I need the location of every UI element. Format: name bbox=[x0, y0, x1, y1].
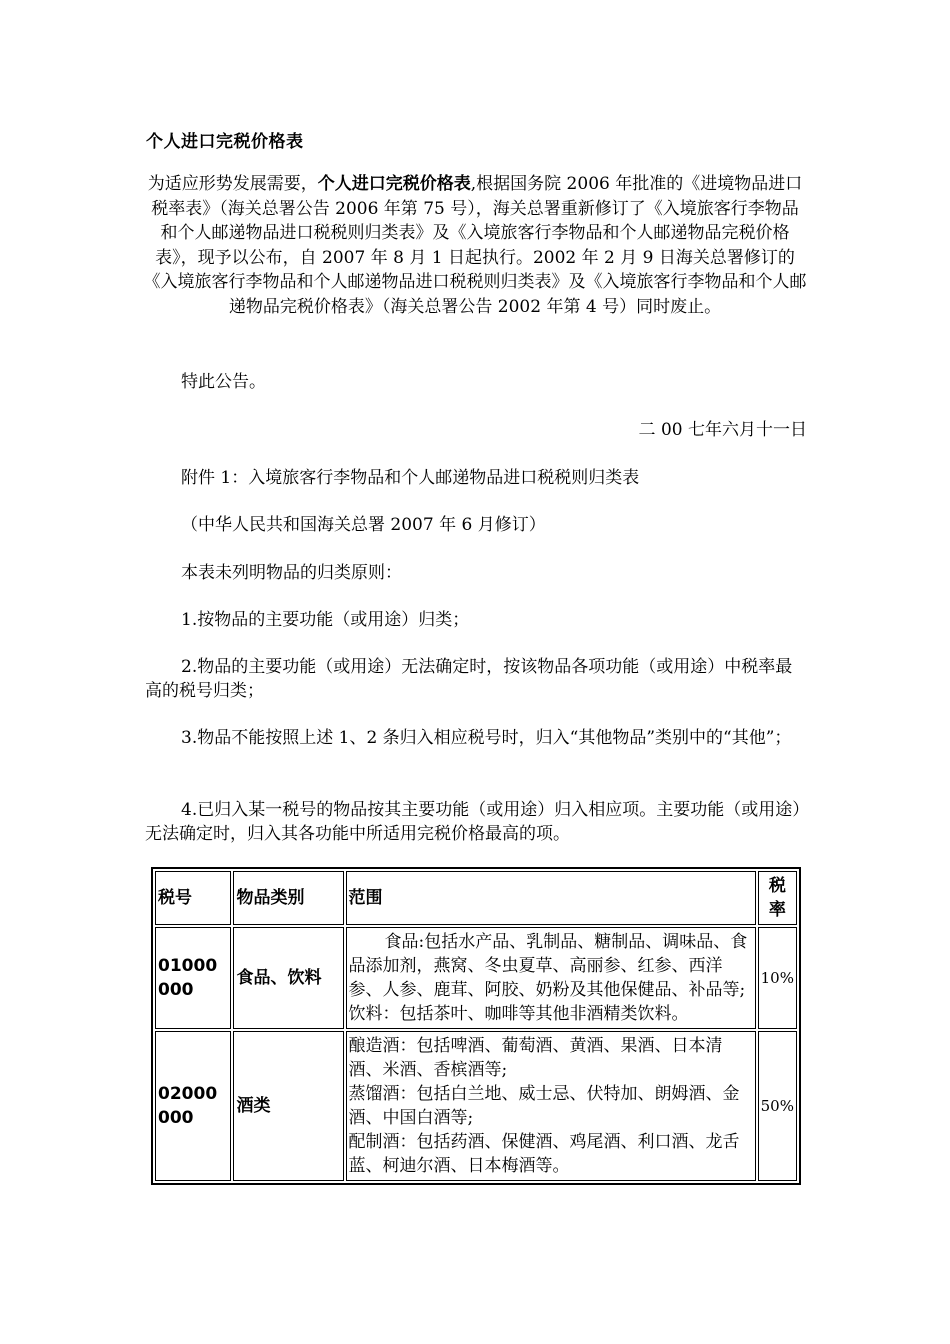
header-rate: 税率 bbox=[758, 871, 797, 925]
principle-item: 4.已归入某一税号的物品按其主要功能（或用途）归入相应项。主要功能（或用途）无法确定时，归入其各功能中所适用完税价格最高的项。 bbox=[145, 800, 801, 844]
row-rate: 50% bbox=[758, 1031, 797, 1181]
header-code: 税号 bbox=[155, 871, 231, 925]
intro-prefix: 为适应形势发展需要， bbox=[147, 174, 318, 194]
row-code: 01000000 bbox=[155, 927, 231, 1029]
table-row bbox=[155, 1031, 797, 1181]
scope-line: 饮料：包括茶叶、咖啡等其他非酒精类饮料。 bbox=[348, 1004, 689, 1024]
intro-rest: ,根据国务院 2006 年批准的《进境物品进口税率表》（海关总署公告 2006 年第 75 号），海关总署重新修订了《入境旅客行李物品和个人邮递物品进口税税则归类表》及《入境旅客行李物品和个人邮递物品完税价格表》，现予以公布，自 2007 年 8 月 1 日起执行。2002 年 2 月 9 日海关总署修订的《入境旅客行李物品和个人邮递物品进口税税则归类表》及《入境旅客行李物品和个人邮递物品完税价格表》（海关总署公告 2002 年第 4 号）同时废止。 bbox=[143, 174, 807, 317]
row-rate: 10% bbox=[758, 927, 797, 1029]
scope-line: 蒸馏酒：包括白兰地、威士忌、伏特加、朗姆酒、金酒、中国白酒等; bbox=[348, 1084, 740, 1128]
scope-line: 食品:包括水产品、乳制品、糖制品、调味品、食品添加剂，燕窝、冬虫夏草、高丽参、红参、西洋参、人参、鹿茸、阿胶、奶粉及其他保健品、补品等; bbox=[348, 932, 748, 1000]
table-header-row bbox=[155, 871, 797, 925]
tax-classification-table bbox=[151, 867, 801, 1185]
scope-line: 配制酒：包括药酒、保健酒、鸡尾酒、利口酒、龙舌蓝、柯迪尔酒、日本梅酒等。 bbox=[348, 1132, 740, 1176]
intro-paragraph bbox=[143, 172, 807, 319]
intro-bold-term: 个人进口完税价格表 bbox=[317, 174, 471, 194]
row-category: 食品、饮料 bbox=[233, 927, 343, 1029]
revision-note: （中华人民共和国海关总署 2007 年 6 月修订） bbox=[181, 515, 546, 535]
principles-heading: 本表未列明物品的归类原则： bbox=[181, 563, 402, 583]
principle-item: 3.物品不能按照上述 1、2 条归入相应税号时，归入“其他物品”类别中的“其他”； bbox=[181, 728, 792, 748]
notice-text: 特此公告。 bbox=[181, 372, 266, 392]
notice-date: 二 00 七年六月十一日 bbox=[638, 420, 807, 440]
header-scope: 范围 bbox=[346, 871, 756, 925]
table-row bbox=[155, 927, 797, 1029]
row-scope bbox=[346, 1031, 756, 1181]
attachment-title: 附件 1：入境旅客行李物品和个人邮递物品进口税税则归类表 bbox=[181, 468, 640, 488]
principle-item: 2.物品的主要功能（或用途）无法确定时，按该物品各项功能（或用途）中税率最高的税号归类； bbox=[145, 657, 793, 701]
principle-item: 1.按物品的主要功能（或用途）归类； bbox=[181, 610, 470, 630]
row-category: 酒类 bbox=[233, 1031, 343, 1181]
header-category: 物品类别 bbox=[233, 871, 343, 925]
scope-line: 酿造酒：包括啤酒、葡萄酒、黄酒、果酒、日本清酒、米酒、香槟酒等; bbox=[348, 1036, 723, 1080]
row-scope bbox=[346, 927, 756, 1029]
document-title: 个人进口完税价格表 bbox=[146, 132, 304, 152]
row-code: 02000000 bbox=[155, 1031, 231, 1181]
